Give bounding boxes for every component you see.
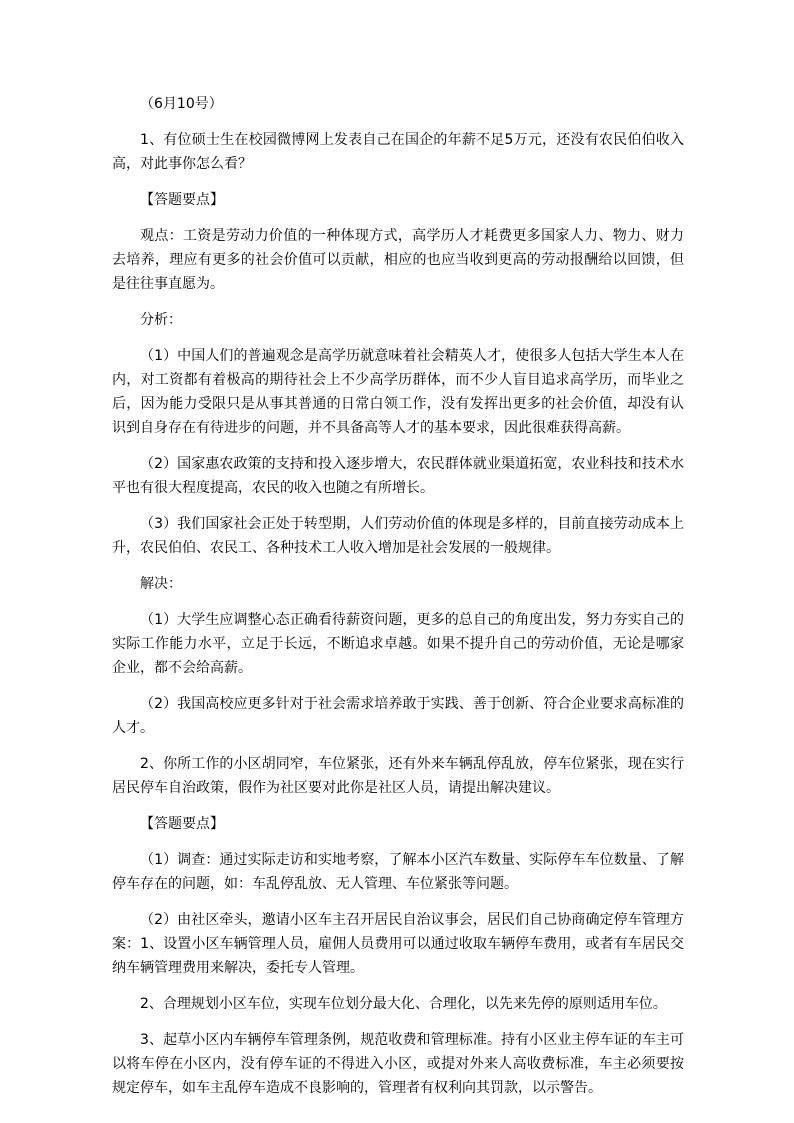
question-1: 1、有位硕士生在校园微博网上发表自己在国企的年薪不足5万元，还没有农民伯伯收入高，对此事你怎么看？ [112,132,684,172]
question-2: 2、你所工作的小区胡同窄，车位紧张，还有外来车辆乱停乱放，停车位紧张，现在实行居民停车自治政策，假作为社区要对此你是社区人员，请提出解决建议。 [112,756,684,796]
analysis-point-2: （2）国家惠农政策的支持和投入逐步增大，农民群体就业渠道拓宽，农业科技和技术水平也有很大程度提高，农民的收入也随之有所增长。 [112,456,684,496]
analysis-point-1: （1）中国人们的普遍观念是高学历就意味着社会精英人才，使很多人包括大学生本人在内，对工资都有着极高的期待社会上不少高学历群体，而不少人盲目追求高学历，而毕业之后，因为能力受限只是从事其普通的日常白领工作，没有发挥出更多的社会价值，却没有认识到自身存在有待进步的问题，并不具备高等人才的基本要求，因此很难获得高薪。 [112,348,684,436]
document-page [112,92,684,1112]
analysis-point-3: （3）我们国家社会正处于转型期，人们劳动价值的体现是多样的，目前直接劳动成本上升，农民伯伯、农民工、各种技术工人收入增加是社会发展的一般规律。 [112,516,684,556]
solution-heading: 解决： [140,576,182,592]
analysis-heading: 分析： [140,312,182,328]
solution-point-2: （2）我国高校应更多针对于社会需求培养敢于实践、善于创新、符合企业要求高标准的人才。 [112,696,684,736]
date-line: （6月10号） [140,96,223,112]
answer-point-4: 3、起草小区内车辆停车管理条例，规范收费和管理标准。持有小区业主停车证的车主可以将车停在小区内，没有停车证的不得进入小区，或提对外来人高收费标准，车主必须要按规定停车，如车主乱停车造成不良影响的，管理者有权利向其罚款，以示警告。 [112,1032,684,1096]
solution-point-1: （1）大学生应调整心态正确看待薪资问题，更多的总自己的角度出发，努力夯实自己的实际工作能力水平，立足于长远，不断追求卓越。如果不提升自己的劳动价值，无论是哪家企业，都不会给高薪。 [112,612,684,676]
answer-point-3: 2、合理规划小区车位，实现车位划分最大化、合理化，以先来先停的原则适用车位。 [140,996,667,1012]
answer-point-1: （1）调查：通过实际走访和实地考察，了解本小区汽车数量、实际停车车位数量、了解停车存在的问题，如：车乱停乱放、无人管理、车位紧张等问题。 [112,852,684,892]
answer-heading-2: 【答题要点】 [140,816,224,832]
answer-point-2: （2）由社区牵头，邀请小区车主召开居民自治议事会，居民们自己协商确定停车管理方案：1、设置小区车辆管理人员，雇佣人员费用可以通过收取车辆停车费用，或者有车居民交纳车辆管理费用来解决，委托专人管理。 [112,912,684,976]
answer-heading-1: 【答题要点】 [140,192,224,208]
viewpoint-paragraph: 观点：工资是劳动力价值的一种体现方式，高学历人才耗费更多国家人力、物力、财力去培养，理应有更多的社会价值可以贡献，相应的也应当收到更高的劳动报酬给以回馈，但是往往事直愿为。 [112,228,684,292]
